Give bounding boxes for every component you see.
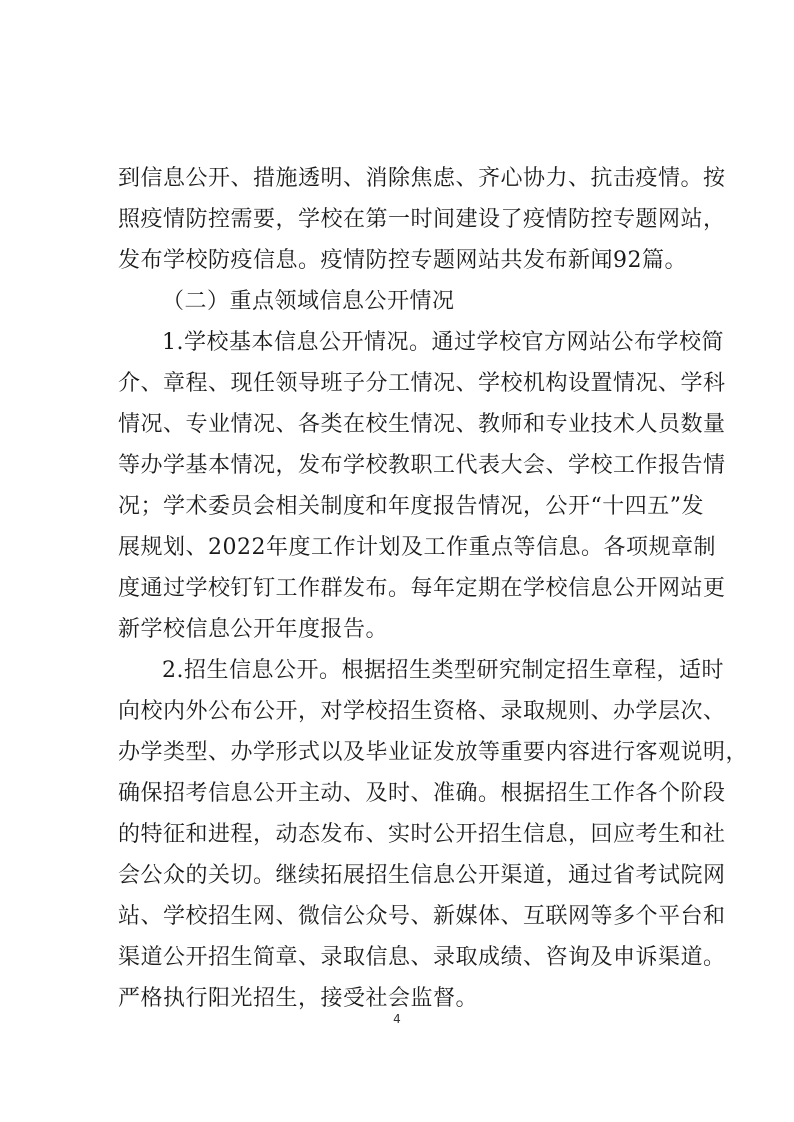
paragraph-line: 办学类型、办学形式以及毕业证发放等重要内容进行客观说明， <box>118 740 749 765</box>
paragraph-line: 新学校信息公开年度报告。 <box>118 617 389 642</box>
text-line: 照疫情防控需要，学校在第一时间建设了疫情防控专题网站， <box>118 207 726 232</box>
paragraph-line: 1.学校基本信息公开情况。通过学校官方网站公布学校简 <box>162 330 724 355</box>
section-heading: （二）重点领域信息公开情况 <box>162 289 455 314</box>
paragraph-line: 会公众的关切。继续拓展招生信息公开渠道，通过省考试院网 <box>118 863 726 888</box>
paragraph-line: 况；学术委员会相关制度和年度报告情况，公开“十四五”发 <box>118 494 704 519</box>
paragraph-line: 等办学基本情况，发布学校教职工代表大会、学校工作报告情 <box>118 453 726 478</box>
paragraph-line: 的特征和进程，动态发布、实时公开招生信息，回应考生和社 <box>118 822 726 847</box>
paragraph-line: 渠道公开招生简章、录取信息、录取成绩、咨询及申诉渠道。 <box>118 945 726 970</box>
paragraph-line: 2.招生信息公开。根据招生类型研究制定招生章程，适时 <box>162 658 724 683</box>
paragraph-line: 介、章程、现任领导班子分工情况、学校机构设置情况、学科 <box>118 371 726 396</box>
paragraph-line: 站、学校招生网、微信公众号、新媒体、互联网等多个平台和 <box>118 904 726 929</box>
text-line: 到信息公开、措施透明、消除焦虑、齐心协力、抗击疫情。按 <box>118 166 726 191</box>
paragraph-line: 情况、专业情况、各类在校生情况、教师和专业技术人员数量 <box>118 412 726 437</box>
paragraph-line: 严格执行阳光招生，接受社会监督。 <box>118 986 479 1011</box>
paragraph-line: 度通过学校钉钉工作群发布。每年定期在学校信息公开网站更 <box>118 576 726 601</box>
page-number: 4 <box>393 1012 401 1026</box>
paragraph-line: 向校内外公布公开，对学校招生资格、录取规则、办学层次、 <box>118 699 726 724</box>
paragraph-line: 展规划、2022年度工作计划及工作重点等信息。各项规章制 <box>118 535 716 560</box>
text-line: 发布学校防疫信息。疫情防控专题网站共发布新闻92篇。 <box>118 248 687 273</box>
paragraph-line: 确保招考信息公开主动、及时、准确。根据招生工作各个阶段 <box>118 781 726 806</box>
